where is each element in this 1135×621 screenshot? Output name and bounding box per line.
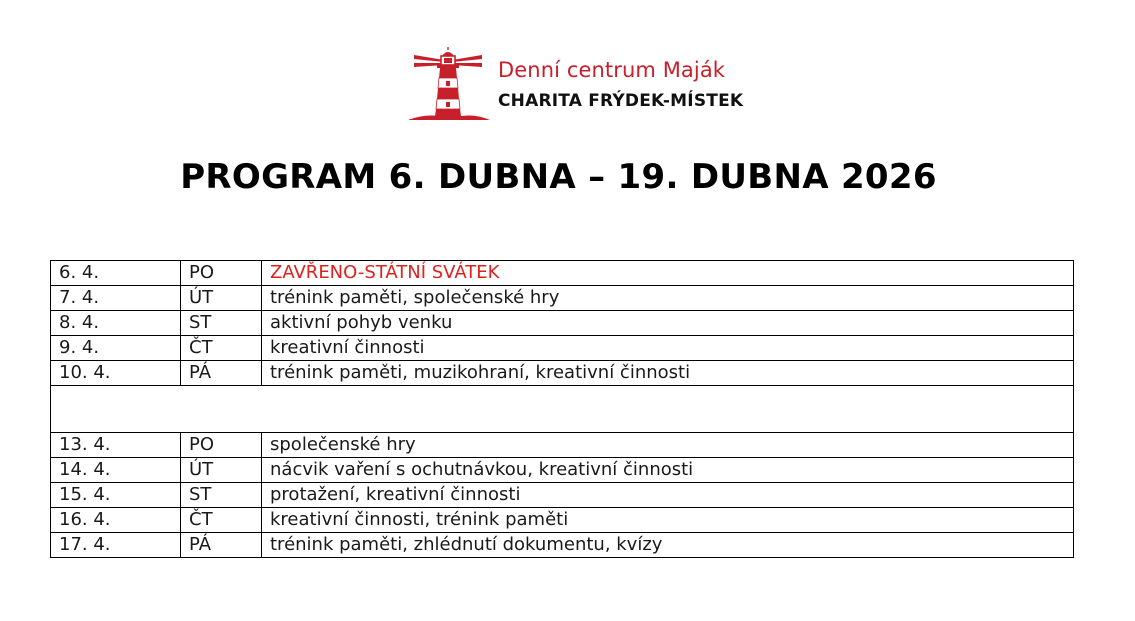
table-row bbox=[51, 286, 1074, 311]
date-cell: 8. 4. bbox=[51, 311, 181, 336]
date-cell: 7. 4. bbox=[51, 286, 181, 311]
date-cell: 14. 4. bbox=[51, 458, 181, 483]
table-row bbox=[51, 458, 1074, 483]
day-cell: PÁ bbox=[181, 533, 262, 558]
day-cell: PÁ bbox=[181, 361, 262, 386]
day-cell: ČT bbox=[181, 336, 262, 361]
table-row bbox=[51, 311, 1074, 336]
date-cell: 6. 4. bbox=[51, 261, 181, 286]
logo bbox=[404, 46, 749, 122]
week-separator-row bbox=[51, 386, 1074, 433]
center-name: Denní centrum Maják bbox=[498, 58, 726, 82]
table-row bbox=[51, 508, 1074, 533]
day-cell: ST bbox=[181, 483, 262, 508]
day-cell: ÚT bbox=[181, 458, 262, 483]
activity-cell: protažení, kreativní činnosti bbox=[262, 483, 1074, 508]
activity-cell: kreativní činnosti bbox=[262, 336, 1074, 361]
table-row bbox=[51, 361, 1074, 386]
activity-cell: společenské hry bbox=[262, 433, 1074, 458]
table-row bbox=[51, 336, 1074, 361]
activity-cell: aktivní pohyb venku bbox=[262, 311, 1074, 336]
day-cell: ÚT bbox=[181, 286, 262, 311]
date-cell: 10. 4. bbox=[51, 361, 181, 386]
day-cell: PO bbox=[181, 433, 262, 458]
date-cell: 15. 4. bbox=[51, 483, 181, 508]
table-row bbox=[51, 483, 1074, 508]
date-cell: 16. 4. bbox=[51, 508, 181, 533]
activity-cell: trénink paměti, muzikohraní, kreativní činnosti bbox=[262, 361, 1074, 386]
day-cell: ST bbox=[181, 311, 262, 336]
table-row bbox=[51, 261, 1074, 286]
page-title: PROGRAM 6. DUBNA – 19. DUBNA 2026 bbox=[180, 157, 937, 197]
day-cell: PO bbox=[181, 261, 262, 286]
day-cell: ČT bbox=[181, 508, 262, 533]
holiday-notice: ZAVŘENO-STÁTNÍ SVÁTEK bbox=[262, 261, 1074, 286]
activity-cell: trénink paměti, zhlédnutí dokumentu, kvízy bbox=[262, 533, 1074, 558]
activity-cell: trénink paměti, společenské hry bbox=[262, 286, 1074, 311]
table-row bbox=[51, 433, 1074, 458]
table-row bbox=[51, 533, 1074, 558]
date-cell: 13. 4. bbox=[51, 433, 181, 458]
empty-cell bbox=[51, 386, 1074, 433]
date-cell: 17. 4. bbox=[51, 533, 181, 558]
activity-cell: kreativní činnosti, trénink paměti bbox=[262, 508, 1074, 533]
lighthouse-icon bbox=[404, 46, 492, 122]
activity-cell: nácvik vaření s ochutnávkou, kreativní činnosti bbox=[262, 458, 1074, 483]
schedule-table bbox=[50, 260, 1074, 558]
organization-name: CHARITA FRÝDEK-MÍSTEK bbox=[498, 91, 744, 111]
date-cell: 9. 4. bbox=[51, 336, 181, 361]
